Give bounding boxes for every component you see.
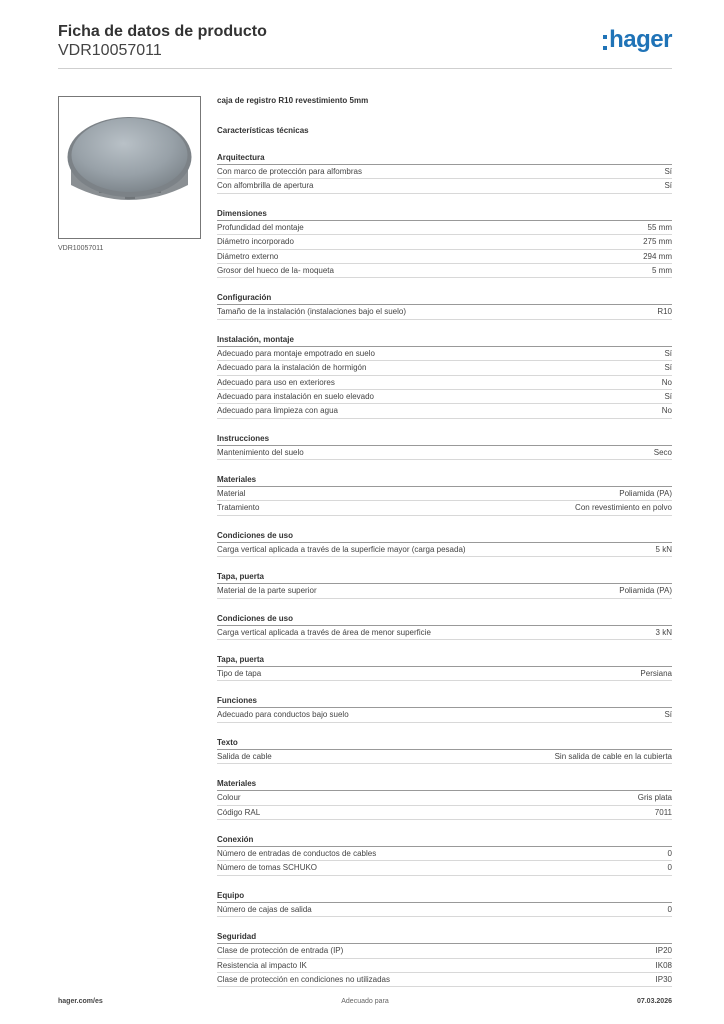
spec-value: Con revestimiento en polvo [575, 503, 672, 513]
spec-section [217, 474, 672, 516]
spec-row [217, 959, 672, 973]
spec-value: IP30 [655, 974, 672, 984]
spec-row [217, 791, 672, 805]
spec-section [217, 613, 672, 640]
spec-value: 0 [667, 904, 672, 914]
section-title: Equipo [217, 890, 672, 903]
section-title: Conexión [217, 834, 672, 847]
spec-section [217, 834, 672, 876]
spec-row [217, 250, 672, 264]
spec-value: Gris plata [637, 793, 672, 803]
spec-row [217, 487, 672, 501]
spec-value: 55 mm [647, 222, 672, 232]
spec-section [217, 433, 672, 460]
spec-section [217, 695, 672, 722]
spec-value: Sí [664, 710, 672, 720]
spec-row [217, 264, 672, 278]
spec-label: Mantenimiento del suelo [217, 447, 304, 457]
spec-row [217, 235, 672, 249]
spec-value: No [661, 377, 672, 387]
spec-label: Diámetro incorporado [217, 237, 294, 247]
spec-value: 0 [667, 848, 672, 858]
spec-label: Adecuado para uso en exteriores [217, 377, 335, 387]
spec-row [217, 806, 672, 820]
spec-label: Adecuado para conductos bajo suelo [217, 710, 349, 720]
spec-label: Material [217, 489, 246, 499]
product-details [217, 96, 672, 1001]
spec-value: No [661, 406, 672, 416]
footer-date: 07.03.2026 [636, 998, 672, 1005]
spec-label: Grosor del hueco de la- moqueta [217, 265, 334, 275]
spec-label: Resistencia al impacto IK [217, 960, 307, 970]
logo-mark-icon [603, 35, 607, 50]
spec-label: Número de entradas de conductos de cables [217, 848, 377, 858]
spec-value: 7011 [654, 807, 672, 817]
section-title: Arquitectura [217, 152, 672, 165]
spec-label: Tratamiento [217, 503, 260, 513]
page-header [58, 22, 672, 69]
section-title: Condiciones de uso [217, 530, 672, 543]
spec-label: Número de cajas de salida [217, 904, 312, 914]
spec-value: Seco [653, 447, 672, 457]
spec-value: 5 kN [655, 544, 672, 554]
section-title: Seguridad [217, 931, 672, 944]
footer-center-text: Adecuado para [341, 998, 389, 1005]
spec-value: Sí [664, 181, 672, 191]
spec-label: Diámetro externo [217, 251, 279, 261]
spec-label: Número de tomas SCHUKO [217, 863, 318, 873]
spec-label: Con alfombrilla de apertura [217, 181, 314, 191]
hager-logo [603, 28, 672, 52]
spec-section [217, 571, 672, 598]
spec-section [217, 334, 672, 419]
section-title: Configuración [217, 292, 672, 305]
section-title: Dimensiones [217, 208, 672, 221]
spec-label: Material de la parte superior [217, 586, 317, 596]
spec-row [217, 221, 672, 235]
spec-label: Con marco de protección para alfombras [217, 167, 362, 176]
spec-value: 0 [667, 863, 672, 873]
spec-value: 5 mm [652, 265, 672, 275]
spec-section [217, 208, 672, 279]
spec-section [217, 152, 672, 194]
logo-text: hager [609, 26, 672, 53]
spec-row [217, 446, 672, 460]
spec-row [217, 861, 672, 875]
product-code: VDR10057011 [58, 42, 162, 59]
spec-value: Poliamida (PA) [619, 586, 672, 596]
spec-row [217, 165, 672, 179]
spec-value: IK08 [655, 960, 672, 970]
spec-label: Adecuado para instalación en suelo elevado [217, 391, 375, 401]
section-title: Texto [217, 737, 672, 750]
spec-row [217, 708, 672, 722]
spec-value: R10 [657, 307, 672, 317]
spec-label: Colour [217, 793, 241, 803]
spec-row [217, 361, 672, 375]
spec-row [217, 667, 672, 681]
spec-row [217, 584, 672, 598]
spec-label: Salida de cable [217, 751, 272, 761]
spec-row [217, 543, 672, 557]
spec-section [217, 737, 672, 764]
section-title: Materiales [217, 778, 672, 791]
document-title: Ficha de datos de producto [58, 23, 267, 40]
section-title: Instrucciones [217, 433, 672, 446]
spec-value: Sin salida de cable en la cubierta [554, 751, 672, 761]
spec-row [217, 944, 672, 958]
section-title: Tapa, puerta [217, 654, 672, 667]
spec-row [217, 750, 672, 764]
spec-label: Adecuado para montaje empotrado en suelo [217, 348, 375, 358]
product-image [58, 96, 201, 239]
spec-value: Persiana [640, 669, 672, 679]
section-title: Materiales [217, 474, 672, 487]
spec-row [217, 847, 672, 861]
spec-value: Sí [664, 348, 672, 358]
spec-row [217, 973, 672, 987]
spec-label: Tamaño de la instalación (instalaciones bajo el suelo) [217, 307, 406, 317]
spec-row [217, 305, 672, 319]
spec-label: Tipo de tapa [217, 669, 262, 679]
technical-characteristics-title: Características técnicas [217, 126, 309, 135]
spec-section [217, 890, 672, 917]
spec-value: 3 kN [655, 627, 672, 637]
spec-value: 294 mm [643, 251, 672, 261]
spec-section [217, 654, 672, 681]
image-caption: VDR10057011 [58, 245, 104, 252]
footer-website: hager.com/es [58, 998, 103, 1005]
floor-box-illustration [59, 97, 200, 238]
spec-label: Clase de protección en condiciones no utilizadas [217, 974, 390, 984]
spec-row [217, 376, 672, 390]
spec-row [217, 501, 672, 515]
spec-section [217, 292, 672, 319]
spec-section [217, 778, 672, 820]
spec-value: Sí [664, 167, 672, 176]
spec-value: Sí [664, 363, 672, 373]
spec-value: 275 mm [643, 237, 672, 247]
spec-value: Sí [664, 391, 672, 401]
spec-row [217, 404, 672, 418]
spec-label: Código RAL [217, 807, 261, 817]
section-title: Funciones [217, 695, 672, 708]
spec-row [217, 347, 672, 361]
spec-label: Profundidad del montaje [217, 222, 304, 232]
spec-row [217, 903, 672, 917]
spec-row [217, 626, 672, 640]
spec-label: Adecuado para la instalación de hormigón [217, 363, 367, 373]
product-description: caja de registro R10 revestimiento 5mm [217, 96, 369, 105]
spec-value: IP20 [655, 946, 672, 956]
spec-label: Clase de protección de entrada (IP) [217, 946, 344, 956]
spec-section [217, 931, 672, 987]
spec-label: Carga vertical aplicada a través de la superficie mayor (carga pesada) [217, 544, 466, 554]
spec-label: Adecuado para limpieza con agua [217, 406, 338, 416]
spec-section [217, 530, 672, 557]
spec-row [217, 179, 672, 193]
spec-row [217, 390, 672, 404]
spec-value: Poliamida (PA) [619, 489, 672, 499]
specification-sections [217, 152, 672, 987]
section-title: Instalación, montaje [217, 334, 672, 347]
spec-label: Carga vertical aplicada a través de área de menor superficie [217, 627, 431, 637]
section-title: Condiciones de uso [217, 613, 672, 626]
section-title: Tapa, puerta [217, 571, 672, 584]
